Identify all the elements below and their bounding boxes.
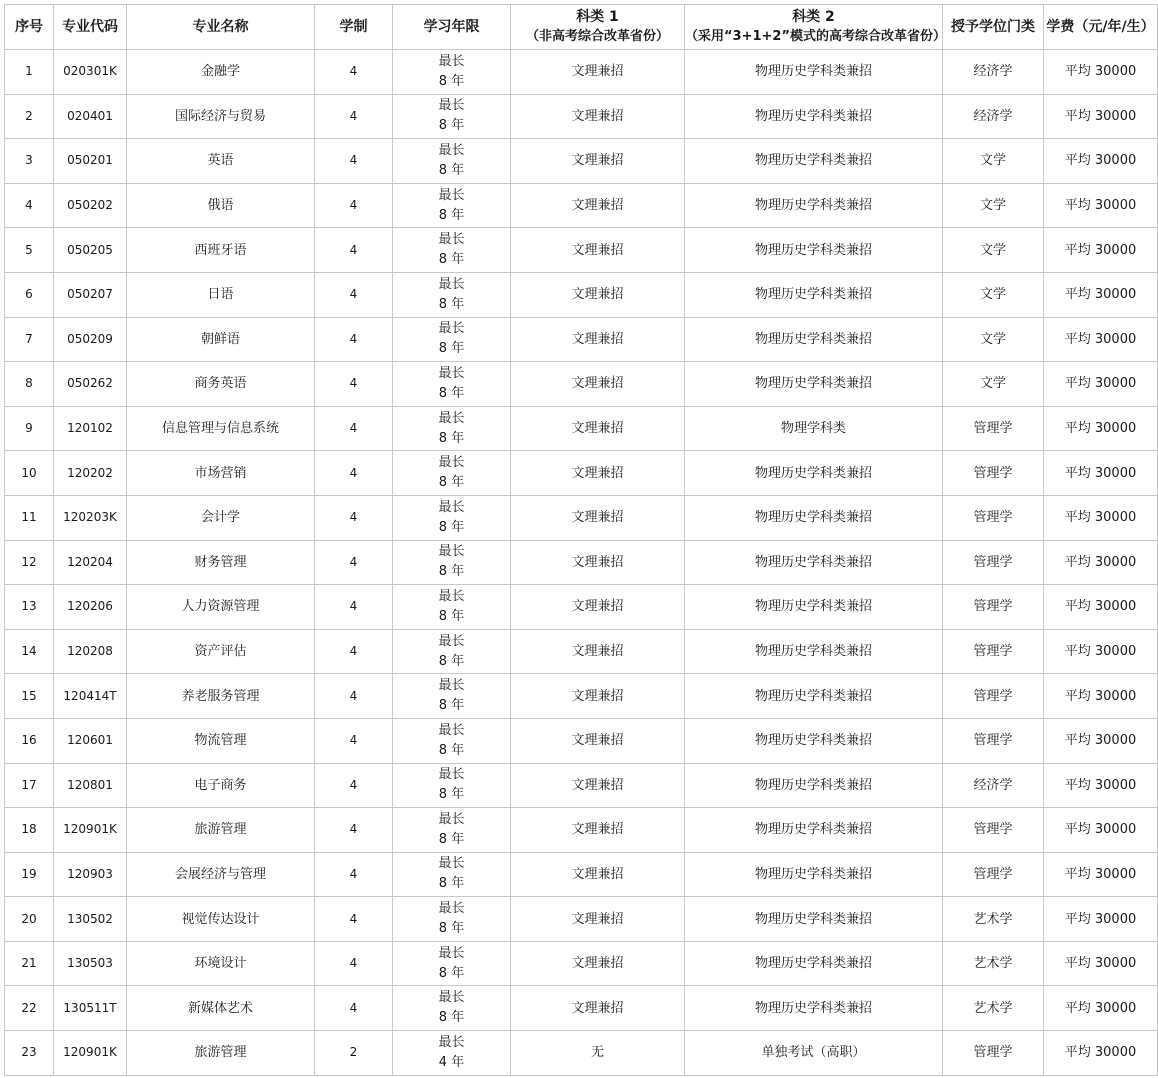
table-row [5, 629, 1158, 674]
cell-fee: 平均 30000 [1044, 763, 1158, 808]
cell-years: 4 [315, 50, 393, 95]
cell-fee: 平均 30000 [1044, 50, 1158, 95]
cell-name: 西班牙语 [127, 228, 315, 273]
table-row [5, 228, 1158, 273]
cell-index: 21 [5, 941, 54, 986]
cell-years: 2 [315, 1031, 393, 1076]
cell-category2: 物理历史学科类兼招 [685, 629, 943, 674]
cell-duration-bottom: 4 年 [438, 1054, 465, 1070]
cell-duration [393, 986, 511, 1031]
cell-duration [393, 272, 511, 317]
cell-code: 130503 [54, 941, 127, 986]
cell-years: 4 [315, 897, 393, 942]
cell-duration-bottom: 8 年 [438, 787, 465, 803]
cell-duration-bottom: 8 年 [438, 118, 465, 134]
cell-years: 4 [315, 406, 393, 451]
cell-duration-top: 最长 [438, 276, 465, 292]
cell-category1: 文理兼招 [511, 183, 685, 228]
table-row [5, 183, 1158, 228]
cell-degree: 管理学 [943, 808, 1044, 853]
table-row [5, 897, 1158, 942]
cell-category2: 物理历史学科类兼招 [685, 852, 943, 897]
table-body [5, 50, 1158, 1076]
cell-duration-bottom: 8 年 [438, 876, 465, 892]
cell-fee: 平均 30000 [1044, 495, 1158, 540]
cell-fee: 平均 30000 [1044, 986, 1158, 1031]
cell-years: 4 [315, 941, 393, 986]
cell-duration-bottom: 8 年 [438, 698, 465, 714]
cell-code: 020401 [54, 94, 127, 139]
cell-duration [393, 362, 511, 407]
cell-duration-bottom: 8 年 [438, 921, 465, 937]
cell-index: 22 [5, 986, 54, 1031]
header-category2-title: 科类 2 [792, 9, 835, 25]
cell-duration-top: 最长 [438, 856, 465, 872]
header-category2-subtitle: （采用“3+1+2”模式的高考综合改革省份） [685, 29, 947, 44]
header-fee: 学费（元/年/生） [1044, 5, 1158, 50]
cell-duration [393, 718, 511, 763]
cell-name: 国际经济与贸易 [127, 94, 315, 139]
cell-duration-bottom: 8 年 [438, 252, 465, 268]
cell-index: 8 [5, 362, 54, 407]
cell-category1: 文理兼招 [511, 941, 685, 986]
cell-degree: 管理学 [943, 406, 1044, 451]
cell-duration-bottom: 8 年 [438, 965, 465, 981]
cell-category1: 文理兼招 [511, 406, 685, 451]
cell-years: 4 [315, 585, 393, 630]
cell-duration-top: 最长 [438, 767, 465, 783]
cell-duration [393, 451, 511, 496]
cell-index: 20 [5, 897, 54, 942]
cell-duration-bottom: 8 年 [438, 608, 465, 624]
cell-duration-top: 最长 [438, 901, 465, 917]
cell-code: 120203K [54, 495, 127, 540]
cell-years: 4 [315, 317, 393, 362]
cell-duration-top: 最长 [438, 722, 465, 738]
cell-degree: 经济学 [943, 94, 1044, 139]
header-category1-subtitle: （非高考综合改革省份） [525, 29, 669, 44]
cell-degree: 经济学 [943, 50, 1044, 95]
cell-index: 15 [5, 674, 54, 719]
cell-category2: 物理历史学科类兼招 [685, 897, 943, 942]
cell-years: 4 [315, 495, 393, 540]
cell-code: 120414T [54, 674, 127, 719]
header-code: 专业代码 [54, 5, 127, 50]
table-row [5, 941, 1158, 986]
cell-category2: 物理历史学科类兼招 [685, 228, 943, 273]
cell-duration-bottom: 8 年 [438, 742, 465, 758]
cell-code: 120901K [54, 808, 127, 853]
cell-index: 9 [5, 406, 54, 451]
cell-category1: 文理兼招 [511, 362, 685, 407]
cell-name: 新媒体艺术 [127, 986, 315, 1031]
table-row [5, 272, 1158, 317]
cell-fee: 平均 30000 [1044, 629, 1158, 674]
cell-name: 旅游管理 [127, 1031, 315, 1076]
cell-index: 1 [5, 50, 54, 95]
cell-name: 人力资源管理 [127, 585, 315, 630]
cell-degree: 文学 [943, 272, 1044, 317]
cell-duration [393, 50, 511, 95]
cell-degree: 管理学 [943, 718, 1044, 763]
cell-index: 17 [5, 763, 54, 808]
cell-category1: 无 [511, 1031, 685, 1076]
cell-years: 4 [315, 540, 393, 585]
cell-years: 4 [315, 763, 393, 808]
cell-category1: 文理兼招 [511, 763, 685, 808]
cell-name: 视觉传达设计 [127, 897, 315, 942]
cell-name: 资产评估 [127, 629, 315, 674]
cell-duration [393, 183, 511, 228]
table-row [5, 50, 1158, 95]
cell-fee: 平均 30000 [1044, 852, 1158, 897]
cell-fee: 平均 30000 [1044, 94, 1158, 139]
cell-index: 13 [5, 585, 54, 630]
cell-code: 050201 [54, 139, 127, 184]
cell-fee: 平均 30000 [1044, 406, 1158, 451]
cell-years: 4 [315, 674, 393, 719]
cell-name: 环境设计 [127, 941, 315, 986]
cell-name: 旅游管理 [127, 808, 315, 853]
cell-index: 2 [5, 94, 54, 139]
cell-fee: 平均 30000 [1044, 585, 1158, 630]
cell-category1: 文理兼招 [511, 629, 685, 674]
cell-duration-top: 最长 [438, 53, 465, 69]
cell-category2: 物理历史学科类兼招 [685, 272, 943, 317]
cell-name: 金融学 [127, 50, 315, 95]
cell-code: 120903 [54, 852, 127, 897]
cell-category1: 文理兼招 [511, 228, 685, 273]
table-row [5, 585, 1158, 630]
cell-category2: 物理历史学科类兼招 [685, 986, 943, 1031]
majors-table [4, 4, 1158, 1076]
cell-category1: 文理兼招 [511, 585, 685, 630]
cell-index: 6 [5, 272, 54, 317]
cell-category2: 物理历史学科类兼招 [685, 139, 943, 184]
cell-fee: 平均 30000 [1044, 272, 1158, 317]
cell-years: 4 [315, 228, 393, 273]
header-name: 专业名称 [127, 5, 315, 50]
cell-name: 日语 [127, 272, 315, 317]
table-row [5, 1031, 1158, 1076]
cell-years: 4 [315, 94, 393, 139]
cell-duration-top: 最长 [438, 142, 465, 158]
cell-degree: 管理学 [943, 1031, 1044, 1076]
cell-category2: 物理历史学科类兼招 [685, 808, 943, 853]
cell-duration-top: 最长 [438, 365, 465, 381]
cell-years: 4 [315, 451, 393, 496]
cell-index: 14 [5, 629, 54, 674]
header-category1-title: 科类 1 [576, 9, 619, 25]
cell-degree: 文学 [943, 183, 1044, 228]
cell-years: 4 [315, 718, 393, 763]
cell-years: 4 [315, 629, 393, 674]
cell-code: 120204 [54, 540, 127, 585]
cell-duration-top: 最长 [438, 544, 465, 560]
cell-degree: 艺术学 [943, 941, 1044, 986]
cell-category1: 文理兼招 [511, 718, 685, 763]
cell-fee: 平均 30000 [1044, 718, 1158, 763]
cell-duration-bottom: 8 年 [438, 475, 465, 491]
cell-category1: 文理兼招 [511, 94, 685, 139]
cell-code: 050207 [54, 272, 127, 317]
header-index: 序号 [5, 5, 54, 50]
cell-code: 130502 [54, 897, 127, 942]
cell-duration [393, 897, 511, 942]
cell-name: 财务管理 [127, 540, 315, 585]
cell-category1: 文理兼招 [511, 495, 685, 540]
cell-duration-top: 最长 [438, 588, 465, 604]
cell-duration-top: 最长 [438, 499, 465, 515]
cell-fee: 平均 30000 [1044, 451, 1158, 496]
cell-category2: 物理学科类 [685, 406, 943, 451]
cell-category2: 物理历史学科类兼招 [685, 674, 943, 719]
cell-code: 120202 [54, 451, 127, 496]
cell-years: 4 [315, 139, 393, 184]
cell-fee: 平均 30000 [1044, 674, 1158, 719]
cell-code: 050205 [54, 228, 127, 273]
cell-index: 5 [5, 228, 54, 273]
cell-category1: 文理兼招 [511, 808, 685, 853]
cell-duration [393, 941, 511, 986]
cell-years: 4 [315, 272, 393, 317]
cell-category2: 物理历史学科类兼招 [685, 451, 943, 496]
cell-duration-bottom: 8 年 [438, 653, 465, 669]
table-row [5, 763, 1158, 808]
cell-category2: 物理历史学科类兼招 [685, 94, 943, 139]
cell-duration [393, 1031, 511, 1076]
cell-duration [393, 495, 511, 540]
table-row [5, 674, 1158, 719]
cell-category2: 物理历史学科类兼招 [685, 585, 943, 630]
cell-duration-top: 最长 [438, 232, 465, 248]
cell-category1: 文理兼招 [511, 451, 685, 496]
table-row [5, 986, 1158, 1031]
cell-name: 英语 [127, 139, 315, 184]
cell-duration [393, 139, 511, 184]
cell-code: 020301K [54, 50, 127, 95]
cell-duration-top: 最长 [438, 455, 465, 471]
cell-name: 养老服务管理 [127, 674, 315, 719]
table-row [5, 94, 1158, 139]
cell-years: 4 [315, 986, 393, 1031]
cell-category2: 单独考试（高职） [685, 1031, 943, 1076]
cell-degree: 管理学 [943, 540, 1044, 585]
cell-index: 4 [5, 183, 54, 228]
header-degree: 授予学位门类 [943, 5, 1044, 50]
cell-category2: 物理历史学科类兼招 [685, 183, 943, 228]
cell-category2: 物理历史学科类兼招 [685, 763, 943, 808]
cell-code: 120208 [54, 629, 127, 674]
cell-degree: 艺术学 [943, 986, 1044, 1031]
cell-years: 4 [315, 852, 393, 897]
cell-fee: 平均 30000 [1044, 540, 1158, 585]
cell-index: 3 [5, 139, 54, 184]
cell-name: 朝鲜语 [127, 317, 315, 362]
cell-category1: 文理兼招 [511, 540, 685, 585]
cell-fee: 平均 30000 [1044, 317, 1158, 362]
cell-fee: 平均 30000 [1044, 1031, 1158, 1076]
cell-name: 物流管理 [127, 718, 315, 763]
cell-duration-bottom: 8 年 [438, 296, 465, 312]
table-row [5, 718, 1158, 763]
cell-duration [393, 674, 511, 719]
cell-category1: 文理兼招 [511, 50, 685, 95]
cell-duration-bottom: 8 年 [438, 385, 465, 401]
cell-category1: 文理兼招 [511, 317, 685, 362]
cell-index: 18 [5, 808, 54, 853]
cell-duration [393, 228, 511, 273]
cell-duration-bottom: 8 年 [438, 831, 465, 847]
cell-index: 7 [5, 317, 54, 362]
cell-degree: 管理学 [943, 451, 1044, 496]
cell-category2: 物理历史学科类兼招 [685, 317, 943, 362]
cell-duration-top: 最长 [438, 811, 465, 827]
cell-duration-top: 最长 [438, 678, 465, 694]
cell-fee: 平均 30000 [1044, 139, 1158, 184]
cell-duration-top: 最长 [438, 633, 465, 649]
cell-fee: 平均 30000 [1044, 362, 1158, 407]
cell-duration [393, 585, 511, 630]
cell-duration [393, 629, 511, 674]
cell-duration [393, 808, 511, 853]
cell-degree: 管理学 [943, 674, 1044, 719]
cell-name: 信息管理与信息系统 [127, 406, 315, 451]
cell-duration [393, 317, 511, 362]
cell-index: 12 [5, 540, 54, 585]
cell-index: 16 [5, 718, 54, 763]
table-row [5, 451, 1158, 496]
cell-code: 120801 [54, 763, 127, 808]
cell-category1: 文理兼招 [511, 139, 685, 184]
header-category1 [511, 5, 685, 50]
cell-degree: 管理学 [943, 852, 1044, 897]
cell-index: 19 [5, 852, 54, 897]
cell-code: 120601 [54, 718, 127, 763]
cell-code: 120102 [54, 406, 127, 451]
cell-duration-bottom: 8 年 [438, 162, 465, 178]
cell-fee: 平均 30000 [1044, 897, 1158, 942]
cell-name: 商务英语 [127, 362, 315, 407]
cell-category1: 文理兼招 [511, 272, 685, 317]
cell-code: 050202 [54, 183, 127, 228]
cell-category2: 物理历史学科类兼招 [685, 50, 943, 95]
table-row [5, 540, 1158, 585]
cell-name: 俄语 [127, 183, 315, 228]
cell-category1: 文理兼招 [511, 986, 685, 1031]
cell-degree: 经济学 [943, 763, 1044, 808]
cell-code: 120206 [54, 585, 127, 630]
cell-fee: 平均 30000 [1044, 183, 1158, 228]
cell-duration-bottom: 8 年 [438, 73, 465, 89]
cell-duration [393, 763, 511, 808]
table-row [5, 139, 1158, 184]
cell-duration-top: 最长 [438, 187, 465, 203]
cell-code: 050209 [54, 317, 127, 362]
cell-years: 4 [315, 362, 393, 407]
table-row [5, 362, 1158, 407]
cell-category1: 文理兼招 [511, 674, 685, 719]
cell-category1: 文理兼招 [511, 852, 685, 897]
header-years: 学制 [315, 5, 393, 50]
table-row [5, 406, 1158, 451]
cell-years: 4 [315, 183, 393, 228]
table-row [5, 852, 1158, 897]
cell-duration-bottom: 8 年 [438, 564, 465, 580]
table-row [5, 495, 1158, 540]
header-category2 [685, 5, 947, 50]
cell-duration [393, 94, 511, 139]
header-duration: 学习年限 [393, 5, 511, 50]
cell-category2: 物理历史学科类兼招 [685, 540, 943, 585]
cell-name: 会展经济与管理 [127, 852, 315, 897]
cell-fee: 平均 30000 [1044, 808, 1158, 853]
cell-index: 10 [5, 451, 54, 496]
cell-duration-bottom: 8 年 [438, 341, 465, 357]
cell-degree: 文学 [943, 317, 1044, 362]
cell-degree: 管理学 [943, 495, 1044, 540]
table-row [5, 317, 1158, 362]
cell-duration-top: 最长 [438, 945, 465, 961]
cell-duration-top: 最长 [438, 98, 465, 114]
cell-degree: 管理学 [943, 629, 1044, 674]
cell-duration [393, 406, 511, 451]
cell-name: 会计学 [127, 495, 315, 540]
cell-years: 4 [315, 808, 393, 853]
cell-duration-top: 最长 [438, 1034, 465, 1050]
cell-degree: 文学 [943, 228, 1044, 273]
cell-category2: 物理历史学科类兼招 [685, 941, 943, 986]
cell-degree: 艺术学 [943, 897, 1044, 942]
cell-fee: 平均 30000 [1044, 941, 1158, 986]
cell-index: 23 [5, 1031, 54, 1076]
cell-duration [393, 540, 511, 585]
cell-category2: 物理历史学科类兼招 [685, 495, 943, 540]
cell-category2: 物理历史学科类兼招 [685, 718, 943, 763]
cell-fee: 平均 30000 [1044, 228, 1158, 273]
cell-category2: 物理历史学科类兼招 [685, 362, 943, 407]
cell-code: 120901K [54, 1031, 127, 1076]
cell-category1: 文理兼招 [511, 897, 685, 942]
cell-duration-bottom: 8 年 [438, 519, 465, 535]
cell-degree: 管理学 [943, 585, 1044, 630]
cell-duration-top: 最长 [438, 410, 465, 426]
cell-name: 电子商务 [127, 763, 315, 808]
cell-degree: 文学 [943, 139, 1044, 184]
cell-duration-bottom: 8 年 [438, 1010, 465, 1026]
cell-duration-bottom: 8 年 [438, 430, 465, 446]
cell-duration-top: 最长 [438, 990, 465, 1006]
cell-index: 11 [5, 495, 54, 540]
cell-duration-bottom: 8 年 [438, 207, 465, 223]
cell-code: 050262 [54, 362, 127, 407]
table-row [5, 808, 1158, 853]
cell-duration [393, 852, 511, 897]
cell-degree: 文学 [943, 362, 1044, 407]
cell-name: 市场营销 [127, 451, 315, 496]
cell-duration-top: 最长 [438, 321, 465, 337]
table-header-row [5, 5, 1158, 50]
cell-code: 130511T [54, 986, 127, 1031]
